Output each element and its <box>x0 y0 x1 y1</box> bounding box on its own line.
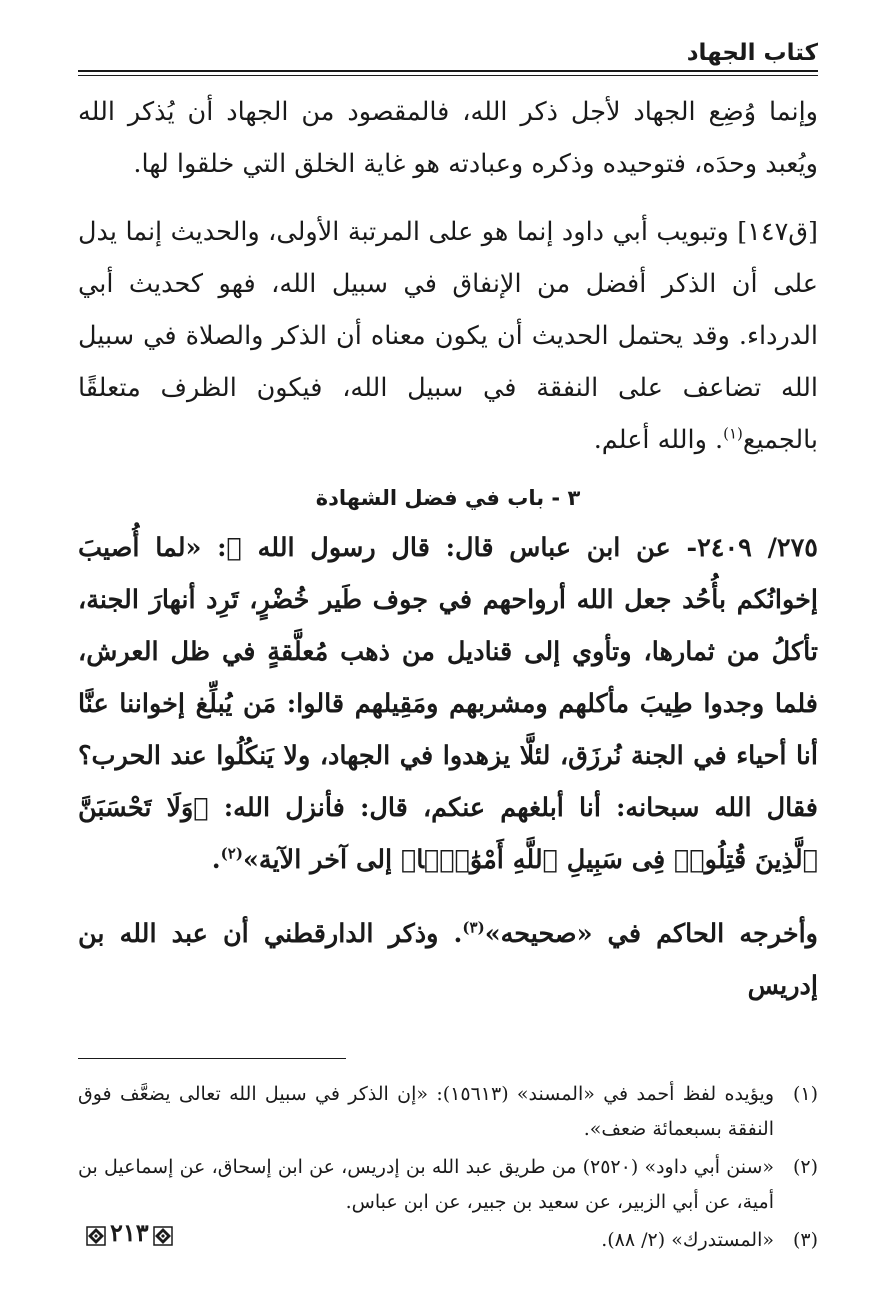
paragraph-2-text-end: . والله أعلم. <box>593 425 724 455</box>
footnote-1 <box>78 1077 818 1147</box>
hadith-number: ٢٧٥/ ٢٤٠٩- <box>686 533 818 563</box>
paragraph-3-text: وأخرجه الحاكم في «صحيحه» <box>484 919 818 949</box>
header-rule <box>78 70 818 76</box>
paragraph-1: وإنما وُضِع الجهاد لأجل ذكر الله، فالمقصود من الجهاد أن يُذكر الله ويُعبد وحدَه، فتوحيده وذكره وعبادته هو غاية الخلق التي خلقوا لها. <box>78 97 818 179</box>
hadith-text: عن ابن عباس قال: قال رسول الله ﷺ: «لما أُصيبَ إخوانُكم بأُحُد جعل الله أرواحهم في جوف طَير خُضْرٍ، تَرِد أنهارَ الجنة، تأكلُ من ثمارها، وتأوي إلى قناديل من ذهب مُعلَّقةٍ في ظل العرش، فلما وجدوا طِيبَ مأكلهم ومشربهم ومَقِيلهم قالوا: مَن يُبلِّغ إخواننا عنَّا أنا أحياء في الجنة نُرزَق، لئلَّا يزهدوا في الجهاد، ولا يَنكُلُوا عند الحرب؟ فقال الله سبحانه: أنا أبلغهم عنكم، قال: فأنزل الله: ﴿وَلَا تَحْسَبَنَّ ٱلَّذِينَ قُتِلُوا۟ فِى سَبِيلِ ٱللَّهِ أَمْوَٰتًۢا﴾ إلى آخر الآية» <box>78 533 818 875</box>
footnote-ref-2[interactable]: (٢) <box>220 844 243 863</box>
page-number-block <box>86 1218 173 1247</box>
paragraph-2-text: [ق١٤٧] وتبويب أبي داود إنما هو على المرتبة الأولى، والحديث إنما يدل على أن الذكر أفضل من الإنفاق في سبيل الله، فهو كحديث أبي الدرداء. وقد يحتمل الحديث أن يكون معناه أن الذكر والصلاة في سبيل الله تضاعف على النفقة في سبيل الله، فيكون الظرف متعلقًا بالجميع <box>78 217 818 455</box>
hadith-text-end: . <box>211 845 221 875</box>
hadith-paragraph <box>78 522 818 886</box>
page-number: ٢١٣ <box>110 1218 149 1247</box>
paragraph-3-text-end: . وذكر الدارقطني أن عبد الله بن إدريس <box>78 919 818 1001</box>
footnote-separator <box>78 1058 818 1059</box>
footnote-text: «المستدرك» (٢/ ٨٨). <box>601 1229 774 1251</box>
footnote-2 <box>78 1150 818 1220</box>
ornament-icon <box>153 1223 173 1243</box>
footnotes <box>78 1077 818 1258</box>
footnote-ref-3[interactable]: (٣) <box>462 918 485 937</box>
section-heading: ٣ - باب في فضل الشهادة <box>315 486 581 510</box>
footnote-number: (٣) <box>792 1229 818 1251</box>
footnote-text: ويؤيده لفظ أحمد في «المسند» (١٥٦١٣): «إن الذكر في سبيل الله تعالى يضعَّف فوق النفقة بسبعمائة ضعف». <box>78 1083 774 1140</box>
ornament-icon <box>86 1223 106 1243</box>
footnote-number: (٢) <box>792 1156 818 1178</box>
footnote-text: «سنن أبي داود» (٢٥٢٠) من طريق عبد الله بن إدريس، عن ابن إسحاق، عن إسماعيل بن أمية، عن أبي الزبير، عن سعيد بن جبير، عن ابن عباس. <box>78 1156 774 1213</box>
book-page <box>78 38 818 1261</box>
running-head: كتاب الجهاد <box>686 40 818 66</box>
footnote-number: (١) <box>792 1083 818 1105</box>
paragraph-2 <box>78 206 818 466</box>
footnote-ref-1[interactable]: (١) <box>723 424 743 443</box>
paragraph-3 <box>78 908 818 1012</box>
footnote-3 <box>78 1223 818 1258</box>
